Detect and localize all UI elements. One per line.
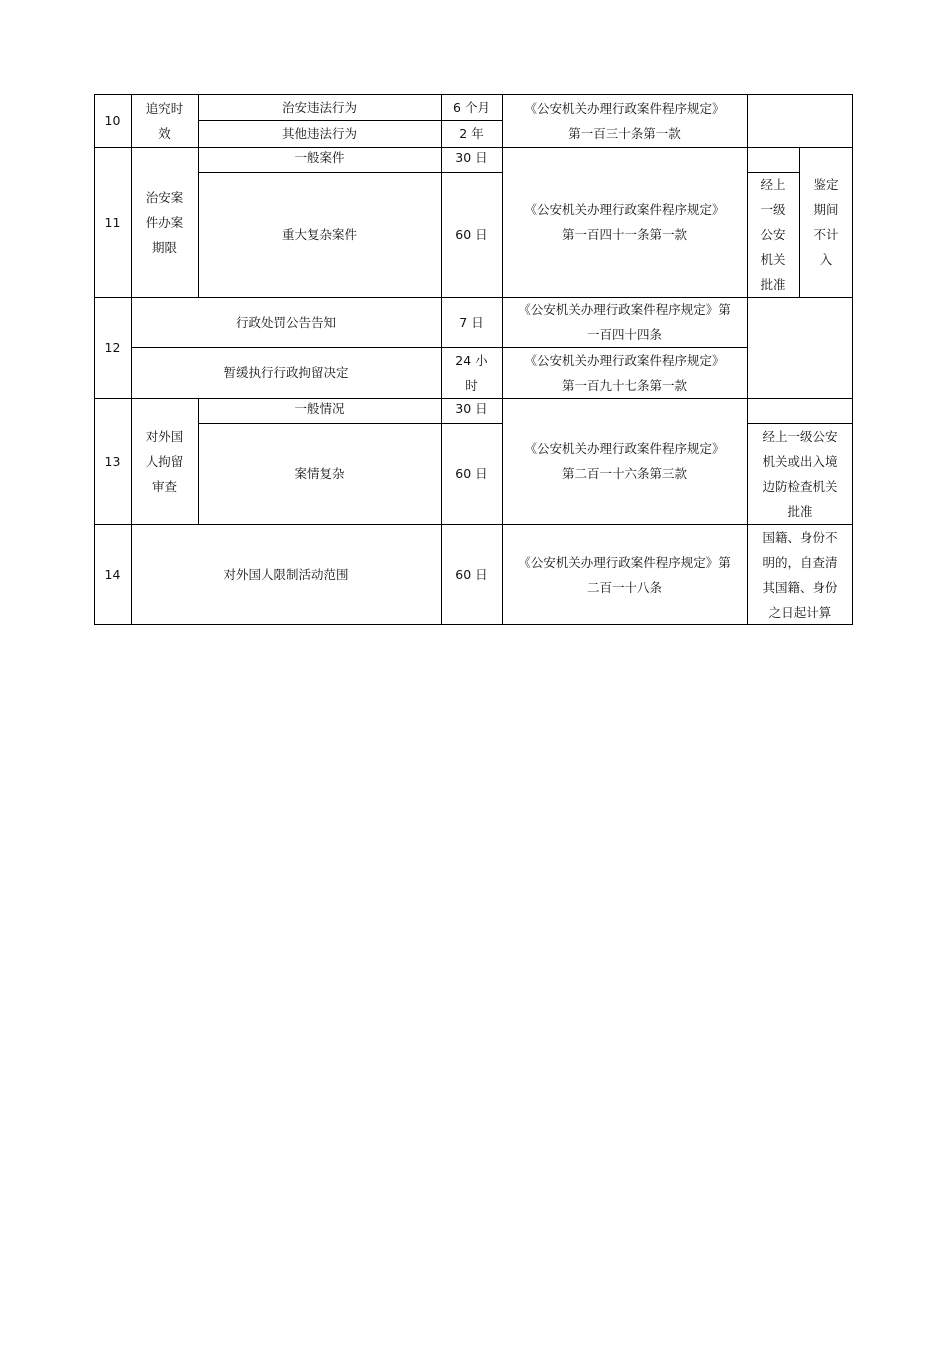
legal-basis: 《公安机关办理行政案件程序规定》 第一百四十一条第一款 <box>524 202 725 242</box>
note-approval: 经上一级公安 机关或出入境 边防检查机关 批准 <box>762 428 838 519</box>
time-limit: 30 日 <box>455 149 488 165</box>
time-limit: 6 个月 <box>453 99 490 115</box>
legal-basis: 《公安机关办理行政案件程序规定》 第一百九十七条第一款 <box>524 352 725 393</box>
note-calculation: 国籍、身份不 明的，自查清 其国籍、身份 之日起计算 <box>762 529 838 620</box>
row-number: 10 <box>104 113 121 128</box>
legal-basis: 《公安机关办理行政案件程序规定》第 一百四十四条 <box>518 302 731 342</box>
time-limit: 60 日 <box>455 466 488 481</box>
time-limit: 24 小 时 <box>455 352 488 393</box>
legal-basis: 《公安机关办理行政案件程序规定》 第一百三十条第一款 <box>524 100 725 141</box>
sub-item-label: 一般案件 <box>294 149 345 165</box>
item-label: 暂缓执行行政拘留决定 <box>223 365 349 380</box>
item-label: 行政处罚公告告知 <box>235 314 336 330</box>
note-exclusion: 鉴定 期间 不计 入 <box>813 177 839 267</box>
row-number: 11 <box>104 214 121 230</box>
time-limit: 7 日 <box>459 314 484 330</box>
sub-item-label: 治安违法行为 <box>281 99 357 115</box>
item-label: 对外国人限制活动范围 <box>223 567 349 582</box>
row-number: 13 <box>104 453 121 469</box>
note-approval: 经上 一级 公安 机关 批准 <box>760 177 786 292</box>
sub-item-label: 一般情况 <box>294 400 345 416</box>
sub-item-label: 案情复杂 <box>294 466 345 481</box>
row-number: 12 <box>104 340 121 355</box>
item-label: 治安案 件办案 期限 <box>145 189 184 255</box>
legal-basis: 《公安机关办理行政案件程序规定》 第二百一十六条第三款 <box>524 441 725 481</box>
time-limit: 2 年 <box>459 126 484 141</box>
regulation-table <box>94 94 853 625</box>
sub-item-label: 重大复杂案件 <box>281 227 357 242</box>
item-label: 追究时 效 <box>145 100 184 141</box>
time-limit: 60 日 <box>455 567 488 582</box>
time-limit: 30 日 <box>455 400 488 416</box>
sub-item-label: 其他违法行为 <box>281 126 357 141</box>
time-limit: 60 日 <box>455 227 488 242</box>
item-label: 对外国 人拘留 审查 <box>145 428 184 494</box>
row-number: 14 <box>104 567 121 582</box>
legal-basis: 《公安机关办理行政案件程序规定》第 二百一十八条 <box>518 554 731 595</box>
